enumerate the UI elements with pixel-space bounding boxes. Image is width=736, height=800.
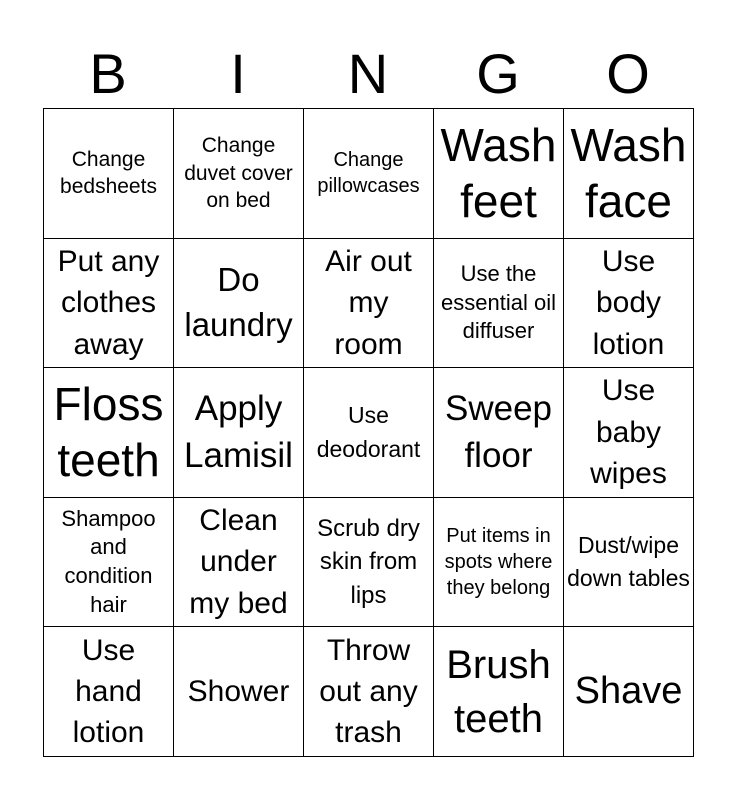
cell-text: Throw out any trash (319, 633, 418, 750)
bingo-cell[interactable] (564, 627, 694, 757)
cell-text: Shave (574, 670, 683, 713)
cell-text: Sweep floor (444, 389, 553, 476)
cell-text: Air out my room (325, 244, 412, 361)
cell-text: Use hand lotion (72, 633, 145, 750)
cell-text: Floss teeth (53, 377, 164, 487)
bingo-cell[interactable] (434, 368, 564, 498)
bingo-cell[interactable] (44, 239, 174, 369)
cell-text: Apply Lamisil (184, 389, 293, 476)
cell-text: Dust/wipe down tables (567, 531, 690, 592)
bingo-cell[interactable] (304, 368, 434, 498)
bingo-cell[interactable] (434, 627, 564, 757)
cell-text: Use deodorant (316, 401, 421, 463)
cell-text: Wash face (570, 118, 687, 228)
bingo-cell[interactable] (44, 368, 174, 498)
cell-text: Wash feet (440, 118, 557, 228)
bingo-cell[interactable] (44, 627, 174, 757)
bingo-cell[interactable] (174, 368, 304, 498)
cell-text: Use the essential oil diffuser (441, 261, 556, 344)
cell-text: Clean under my bed (189, 503, 288, 620)
bingo-cell[interactable] (174, 109, 304, 239)
cell-text: Brush teeth (446, 642, 551, 741)
header-letter-g: G (476, 42, 520, 105)
bingo-cell[interactable] (304, 498, 434, 628)
bingo-cell[interactable] (174, 627, 304, 757)
header-letter-i: I (230, 42, 246, 105)
bingo-cell[interactable] (304, 239, 434, 369)
bingo-cell[interactable] (174, 498, 304, 628)
cell-text: Put any clothes away (57, 244, 160, 361)
cell-text: Do laundry (184, 261, 293, 343)
header-letter-b: B (89, 42, 127, 105)
header-letter-n: N (347, 42, 389, 105)
bingo-cell[interactable] (434, 498, 564, 628)
cell-text: Use body lotion (592, 244, 665, 361)
bingo-cell[interactable] (304, 627, 434, 757)
cell-text: Shampoo and condition hair (61, 505, 156, 617)
bingo-cell[interactable] (564, 239, 694, 369)
cell-text: Use baby wipes (590, 374, 667, 491)
bingo-cell[interactable] (44, 498, 174, 628)
bingo-cell[interactable] (564, 109, 694, 239)
bingo-cell[interactable] (434, 239, 564, 369)
cell-text: Scrub dry skin from lips (317, 514, 420, 609)
header-letter-o: O (606, 42, 650, 105)
bingo-cell[interactable] (44, 109, 174, 239)
bingo-cell[interactable] (434, 109, 564, 239)
bingo-cell[interactable] (304, 109, 434, 239)
cell-text: Change duvet cover on bed (184, 134, 293, 212)
cell-text: Shower (187, 674, 290, 708)
cell-text: Put items in spots where they belong (444, 525, 553, 600)
bingo-cell[interactable] (174, 239, 304, 369)
cell-text: Change pillowcases (317, 149, 420, 198)
bingo-board (43, 108, 694, 757)
bingo-header (43, 40, 693, 108)
bingo-cell[interactable] (564, 498, 694, 628)
bingo-cell[interactable] (564, 368, 694, 498)
cell-text: Change bedsheets (60, 148, 157, 199)
